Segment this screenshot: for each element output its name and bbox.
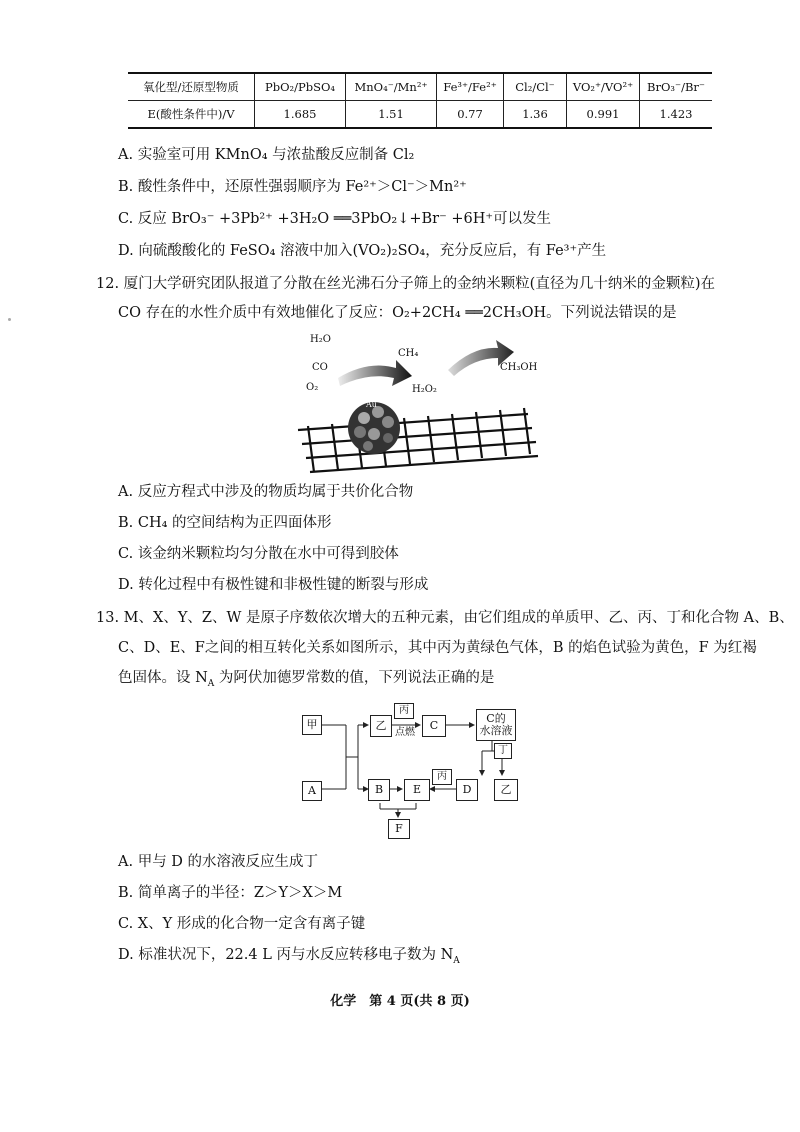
zeolite-lattice: [298, 408, 538, 472]
label-bing-mid: 丙: [432, 769, 452, 785]
q13-stem-line1: 13. M、X、Y、Z、W 是原子序数依次增大的五种元素，由它们组成的单质甲、乙、丙、丁和化合物 A、B、: [96, 610, 794, 626]
page-footer: 化学 第 4 页(共 8 页): [330, 994, 470, 1009]
label-ch4: CH₄: [398, 348, 419, 359]
q13-stem-line3-sub: A: [207, 678, 215, 689]
label-co: CO: [312, 362, 328, 373]
table-cell: 氧化型/还原型物质: [128, 73, 255, 101]
table-cell: 1.423: [640, 101, 713, 129]
table-header-row: [128, 73, 712, 101]
node-c-solution-line2: 水溶液: [479, 724, 513, 737]
table-cell: Fe³⁺/Fe²⁺: [437, 73, 504, 101]
q12-option-b: B. CH₄ 的空间结构为正四面体形: [118, 515, 332, 531]
node-e: E: [404, 779, 430, 801]
q12-option-c: C. 该金纳米颗粒均匀分散在水中可得到胶体: [118, 546, 399, 562]
q13-stem-line3-a: 色固体。设 N: [118, 670, 208, 686]
q12-stem-line2: CO 存在的水性介质中有效地催化了反应：O₂+2CH₄ ══2CH₃OH。下列说法错误的是: [118, 305, 677, 321]
q12-stem-line1: 12. 厦门大学研究团队报道了分散在丝光沸石分子筛上的金纳米颗粒(直径为几十纳米的金颗粒)在: [96, 276, 715, 292]
label-ding: 丁: [494, 743, 512, 759]
q11-option-b: B. 酸性条件中，还原性强弱顺序为 Fe²⁺＞Cl⁻＞Mn²⁺: [118, 179, 467, 195]
table-cell: BrO₃⁻/Br⁻: [640, 73, 713, 101]
label-bing-top: 丙: [394, 703, 414, 719]
q11-option-c: C. 反应 BrO₃⁻ +3Pb²⁺ +3H₂O ══3PbO₂↓+Br⁻ +6H⁺可以发生: [118, 211, 552, 227]
node-c: C: [422, 715, 446, 737]
label-h2o: H₂O: [310, 334, 331, 345]
q13-option-b: B. 简单离子的半径：Z＞Y＞X＞M: [118, 885, 343, 901]
conversion-diagram: [296, 705, 556, 845]
table-cell: PbO₂/PbSO₄: [255, 73, 346, 101]
node-yi: 乙: [370, 715, 392, 737]
label-dianran: 点燃: [395, 727, 415, 738]
table-cell: VO₂⁺/VO²⁺: [567, 73, 640, 101]
q12-option-d: D. 转化过程中有极性键和非极性键的断裂与形成: [118, 577, 429, 593]
arrow-left: [338, 360, 412, 386]
q13-option-a: A. 甲与 D 的水溶液反应生成丁: [118, 854, 319, 870]
node-a: A: [302, 781, 322, 801]
node-c-solution-line1: C的: [486, 712, 506, 725]
node-d: D: [456, 779, 478, 801]
gold-nanoparticle: [348, 402, 400, 454]
label-au: Au: [366, 400, 377, 409]
table-cell: 1.685: [255, 101, 346, 129]
q11-option-d: D. 向硫酸酸化的 FeSO₄ 溶液中加入(VO₂)₂SO₄，充分反应后，有 Fe³⁺产生: [118, 243, 607, 259]
table-cell: MnO₄⁻/Mn²⁺: [346, 73, 437, 101]
margin-dot: [8, 318, 11, 321]
q13-stem-line2: C、D、E、F之间的相互转化关系如图所示，其中丙为黄绿色气体，B 的焰色试验为黄色，F 为红褐: [118, 640, 757, 656]
table-cell: 0.991: [567, 101, 640, 129]
q13-option-c: C. X、Y 形成的化合物一定含有离子键: [118, 916, 366, 932]
node-jia: 甲: [302, 715, 322, 735]
node-b: B: [368, 779, 390, 801]
node-f: F: [388, 819, 410, 839]
table-cell: E(酸性条件中)/V: [128, 101, 255, 129]
table-cell: 1.36: [504, 101, 567, 129]
label-o2: O₂: [306, 382, 319, 393]
table-row: [128, 101, 712, 129]
q11-option-a: A. 实验室可用 KMnO₄ 与浓盐酸反应制备 Cl₂: [118, 147, 415, 163]
label-ch3oh: CH₃OH: [500, 362, 538, 373]
catalysis-figure: [288, 330, 548, 480]
q13-option-d: [118, 945, 460, 971]
label-h2o2: H₂O₂: [412, 384, 437, 395]
table-cell: 0.77: [437, 101, 504, 129]
table-cell: 1.51: [346, 101, 437, 129]
node-c-solution: [476, 709, 516, 741]
q13-option-d-text: D. 标准状况下，22.4 L 丙与水反应转移电子数为 N: [118, 947, 454, 963]
q13-stem-line3: [118, 668, 494, 694]
q13-stem-line3-b: 为阿伏加德罗常数的值，下列说法正确的是: [214, 670, 495, 686]
table-cell: Cl₂/Cl⁻: [504, 73, 567, 101]
potential-table: [128, 72, 712, 129]
node-yi-2: 乙: [494, 779, 518, 801]
q12-option-a: A. 反应方程式中涉及的物质均属于共价化合物: [118, 484, 414, 500]
q13-option-d-sub: A: [453, 955, 460, 966]
